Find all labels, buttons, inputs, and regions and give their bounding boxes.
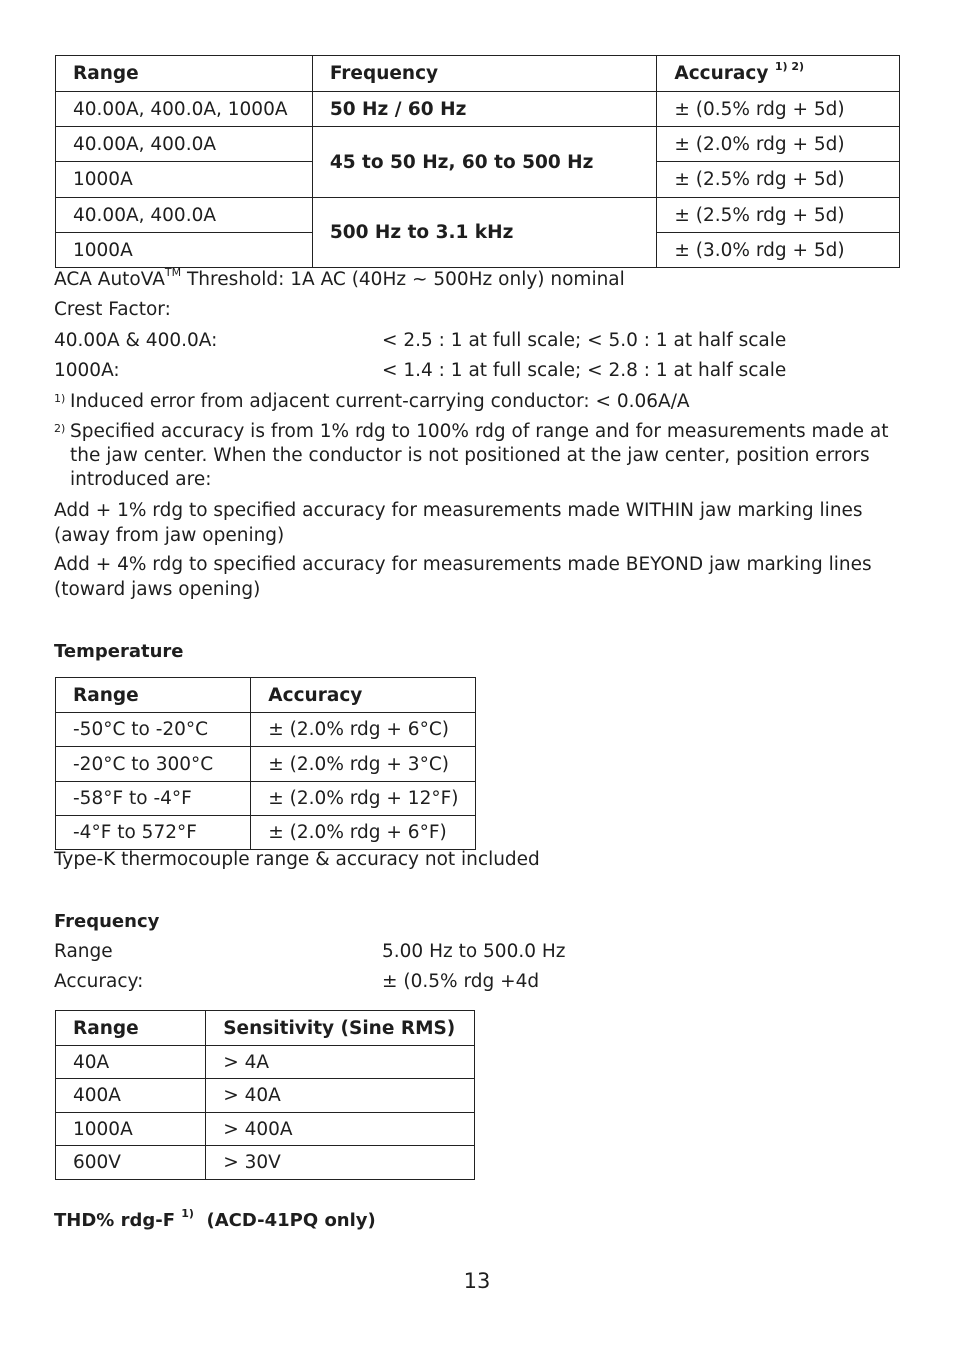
frequency-range-label: Range [54, 941, 113, 962]
table-row [56, 1079, 475, 1113]
table-header-row [56, 678, 476, 713]
accuracy-cell: ± (2.0% rdg + 3°C) [251, 747, 476, 782]
table-row [56, 713, 476, 747]
accuracy-cell: ± (0.5% rdg + 5d) [657, 92, 900, 127]
header-range: Range [56, 1011, 206, 1046]
beyond-jaw-note: Add + 4% rdg to specified accuracy for measurements made BEYOND jaw marking lines (toward jaws opening) [54, 554, 872, 600]
table-row [56, 747, 476, 782]
frequency-accuracy-label: Accuracy: [54, 971, 144, 992]
sensitivity-cell: > 30V [206, 1146, 475, 1180]
crest-factor-label: Crest Factor: [54, 299, 171, 320]
sensitivity-cell: > 40A [206, 1079, 475, 1113]
table-header-row [56, 56, 900, 92]
footnote-text-line: introduced are: [70, 469, 212, 490]
frequency-accuracy-value: ± (0.5% rdg +4d [382, 971, 540, 992]
range-cell: 1000A [56, 162, 313, 198]
table-header-row [56, 1011, 475, 1046]
range-cell: 40.00A, 400.0A [56, 127, 313, 162]
range-cell: 600V [56, 1146, 206, 1180]
frequency-heading: Frequency [54, 911, 160, 932]
crest-row-label: 40.00A & 400.0A: [54, 330, 218, 351]
range-cell: 1000A [56, 233, 313, 268]
frequency-cell: 500 Hz to 3.1 kHz [312, 198, 657, 268]
header-range: Range [56, 678, 251, 713]
accuracy-cell: ± (2.5% rdg + 5d) [657, 198, 900, 233]
table-row [56, 198, 900, 233]
temperature-table [55, 677, 476, 850]
accuracy-cell: ± (2.0% rdg + 5d) [657, 127, 900, 162]
range-cell: 40.00A, 400.0A, 1000A [56, 92, 313, 127]
header-sensitivity: Sensitivity (Sine RMS) [206, 1011, 475, 1046]
table-row [56, 92, 900, 127]
table-row [56, 1146, 475, 1180]
frequency-cell: 45 to 50 Hz, 60 to 500 Hz [312, 127, 657, 198]
range-cell: -4°F to 572°F [56, 816, 251, 850]
accuracy-cell: ± (2.0% rdg + 6°F) [251, 816, 476, 850]
footnote-text: Induced error from adjacent current-carrying conductor: < 0.06A/A [70, 391, 690, 412]
sensitivity-cell: > 400A [206, 1113, 475, 1146]
crest-row-value: < 2.5 : 1 at full scale; < 5.0 : 1 at half scale [382, 330, 787, 351]
footnote-text-line: the jaw center. When the conductor is not positioned at the jaw center, position errors [70, 445, 870, 466]
range-cell: -50°C to -20°C [56, 713, 251, 747]
header-accuracy: Accuracy [251, 678, 476, 713]
range-cell: -58°F to -4°F [56, 782, 251, 816]
accuracy-cell: ± (2.0% rdg + 6°C) [251, 713, 476, 747]
frequency-range-value: 5.00 Hz to 500.0 Hz [382, 941, 566, 962]
table-row [56, 816, 476, 850]
range-cell: 40.00A, 400.0A [56, 198, 313, 233]
header-range: Range [56, 56, 313, 92]
autova-threshold: ACA AutoVA™ Threshold: 1A AC (40Hz ~ 500Hz only) nominal [54, 265, 625, 290]
accuracy-cell: ± (2.0% rdg + 12°F) [251, 782, 476, 816]
footnote-marker: 2) [54, 422, 66, 435]
page-number: 13 [463, 1269, 491, 1293]
table-row [56, 1113, 475, 1146]
crest-row-value: < 1.4 : 1 at full scale; < 2.8 : 1 at half scale [382, 360, 787, 381]
footnote-1 [54, 390, 690, 414]
range-cell: 40A [56, 1046, 206, 1079]
footnote-text-line: Specified accuracy is from 1% rdg to 100% rdg of range and for measurements made at [70, 421, 889, 442]
table-row [56, 782, 476, 816]
within-jaw-note: Add + 1% rdg to specified accuracy for measurements made WITHIN jaw marking lines (away from jaw opening) [54, 500, 863, 546]
footnote-2 [54, 420, 888, 492]
range-cell: 1000A [56, 1113, 206, 1146]
thermocouple-note: Type-K thermocouple range & accuracy not included [54, 849, 540, 870]
sensitivity-table [55, 1010, 475, 1180]
footnote-marker: 1) [54, 392, 66, 405]
table-row [56, 1046, 475, 1079]
temperature-heading: Temperature [54, 641, 184, 662]
thd-heading: THD% rdg-F $^{1)}$ (ACD-41PQ only) [54, 1207, 376, 1231]
range-cell: -20°C to 300°C [56, 747, 251, 782]
aca-accuracy-table [55, 55, 900, 268]
header-accuracy: Accuracy $^{1) 2)}$ [657, 56, 900, 92]
crest-row-label: 1000A: [54, 360, 120, 381]
header-frequency: Frequency [312, 56, 657, 92]
table-row [56, 127, 900, 162]
sensitivity-cell: > 4A [206, 1046, 475, 1079]
accuracy-cell: ± (2.5% rdg + 5d) [657, 162, 900, 198]
accuracy-cell: ± (3.0% rdg + 5d) [657, 233, 900, 268]
frequency-cell: 50 Hz / 60 Hz [312, 92, 657, 127]
range-cell: 400A [56, 1079, 206, 1113]
